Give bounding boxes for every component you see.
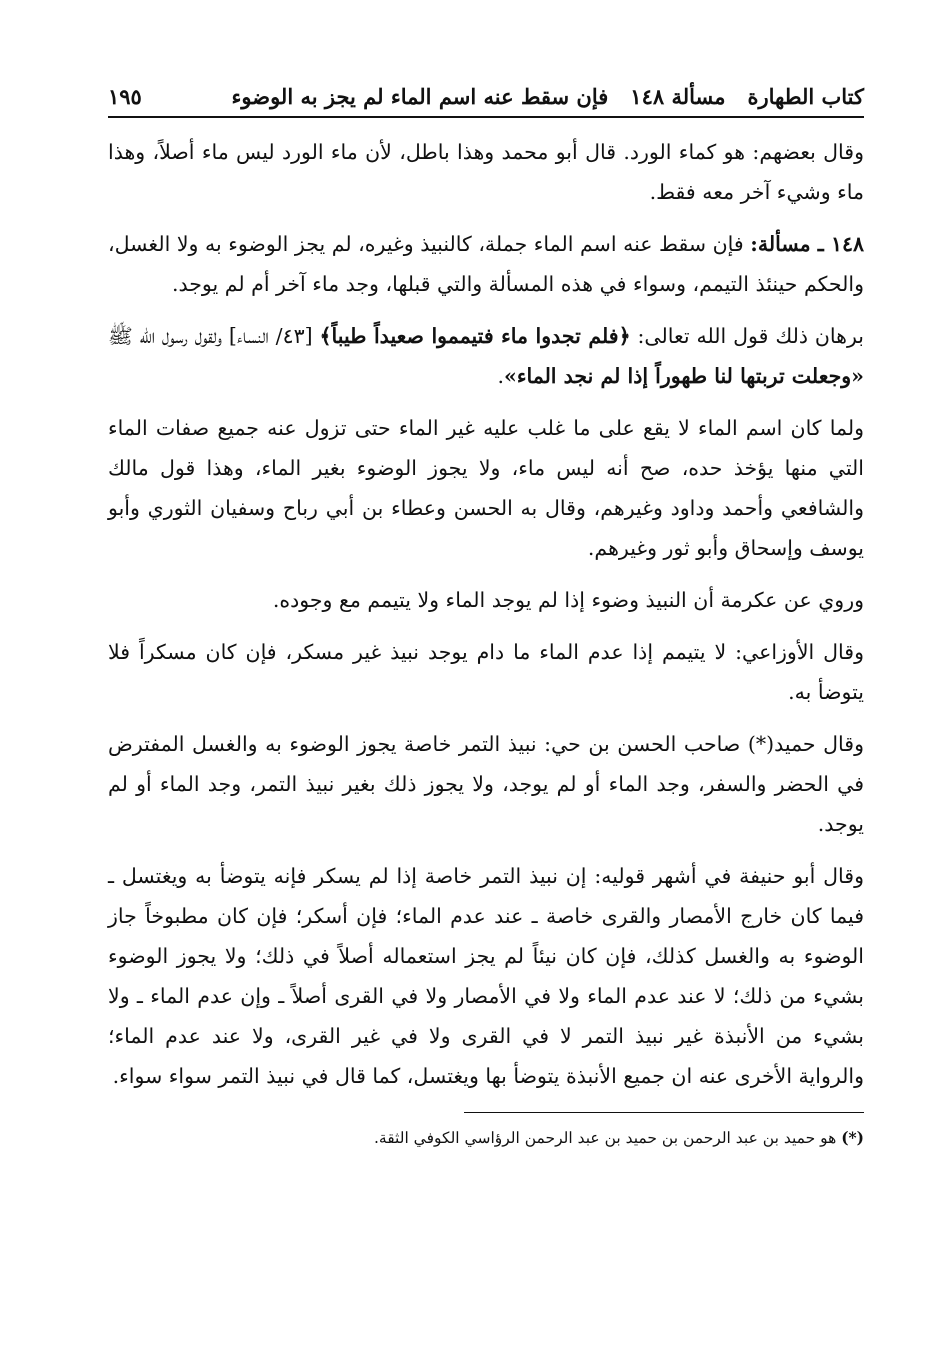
paragraph-text: وروي عن عكرمة أن النبيذ وضوء إذا لم يوجد الماء ولا يتيمم مع وجوده. [272,588,864,612]
paragraph [108,224,864,304]
page-body [108,132,864,1096]
paragraph-text: وقال أبو حنيفة في أشهر قوليه: إن نبيذ التمر خاصة إذا لم يسكر فإنه يتوضأ به ويغتسل ـ فيما كان خارج الأمصار والقرى خاصة ـ عند عدم الماء؛ فإن أسكر؛ فإن كان مطبوخاً جاز الوضوء به والغسل كذلك، فإن كان نيئاً لم يجز استعماله أصلاً في ذلك؛ ولا يجوز الوضوء بشيء من ذلك؛ لا عند عدم الماء ولا في الأمصار ولا في القرى أصلاً ـ وإن عدم الماء ـ ولا بشيء من الأنبذة غير نبيذ التمر لا في القرى ولا في غير القرى، ولا عند عدم الماء؛ والرواية الأخرى عنه ان جميع الأنبذة يتوضأ بها ويغتسل، كما قال في نبيذ التمر سواء سواء. [108,864,864,1088]
paragraph [108,316,864,396]
proof-middle: [٤٣/ النساء] ولقول رسول الله ﷺ [108,324,320,348]
footnote [108,1125,864,1151]
paragraph-text: وقال حميد(*) صاحب الحسن بن حي: نبيذ التمر خاصة يجوز الوضوء به والغسل المفترض في الحضر والسفر، وجد الماء أو لم يوجد، ولا يجوز ذلك بغير نبيذ التمر، وجد الماء أو لم يوجد. [108,732,864,836]
proof-intro: برهان ذلك قول الله تعالى: [630,324,865,348]
paragraph [108,632,864,712]
footnote-marker: (*) [841,1128,864,1147]
issue-lead: ١٤٨ ـ مسألة: [750,232,864,256]
header-titles [232,82,864,112]
footnote-divider [464,1112,864,1113]
issue-title: فإن سقط عنه اسم الماء لم يجز به الوضوء [231,84,609,109]
hadith-quote: «وجعلت تربتها لنا طهوراً إذا لم نجد الماء» [504,364,864,388]
paragraph-text: وقال الأوزاعي: لا يتيمم إذا عدم الماء ما دام يوجد نبيذ غير مسكر، فإن كان مسكراً فلا يتوضأ به. [108,640,864,704]
issue-number: مسألة ١٤٨ [630,84,726,109]
paragraph-text: ولما كان اسم الماء لا يقع على ما غلب عليه غير الماء حتى تزول عنه جميع صفات الماء التي منها يؤخذ حده، صح أنه ليس ماء، ولا يجوز الوضوء بغير الماء، وهذا قول مالك والشافعي وأحمد وداود وغيرهم، وقال به الحسن وعطاء بن أبي رباح وسفيان الثوري وأبو يوسف وإسحاق وأبو ثور وغيرهم. [108,416,864,560]
quran-quote: ﴿فلم تجدوا ماء فتيمموا صعيداً طيباً﴾ [319,324,631,348]
paragraph [108,724,864,844]
paragraph [108,580,864,620]
footnote-text: هو حميد بن عبد الرحمن بن حميد بن عبد الرحمن الرؤاسي الكوفي الثقة. [373,1129,842,1147]
proof-end: . [497,364,505,388]
book-page [108,82,864,1151]
paragraph-text: فإن سقط عنه اسم الماء جملة، كالنبيذ وغيره، لم يجز الوضوء به ولا الغسل، والحكم حينئذ التيمم، وسواء في هذه المسألة والتي قبلها، وجد ماء آخر أم لم يوجد. [108,232,864,296]
paragraph-text: وقال بعضهم: هو كماء الورد. قال أبو محمد وهذا باطل، لأن ماء الورد ليس ماء أصلاً، وهذا ماء وشيء آخر معه فقط. [108,140,864,204]
paragraph [108,856,864,1096]
paragraph [108,132,864,212]
paragraph [108,408,864,568]
page-number: ١٩٥ [108,84,142,109]
running-header [108,82,864,118]
book-title: كتاب الطهارة [747,84,864,109]
